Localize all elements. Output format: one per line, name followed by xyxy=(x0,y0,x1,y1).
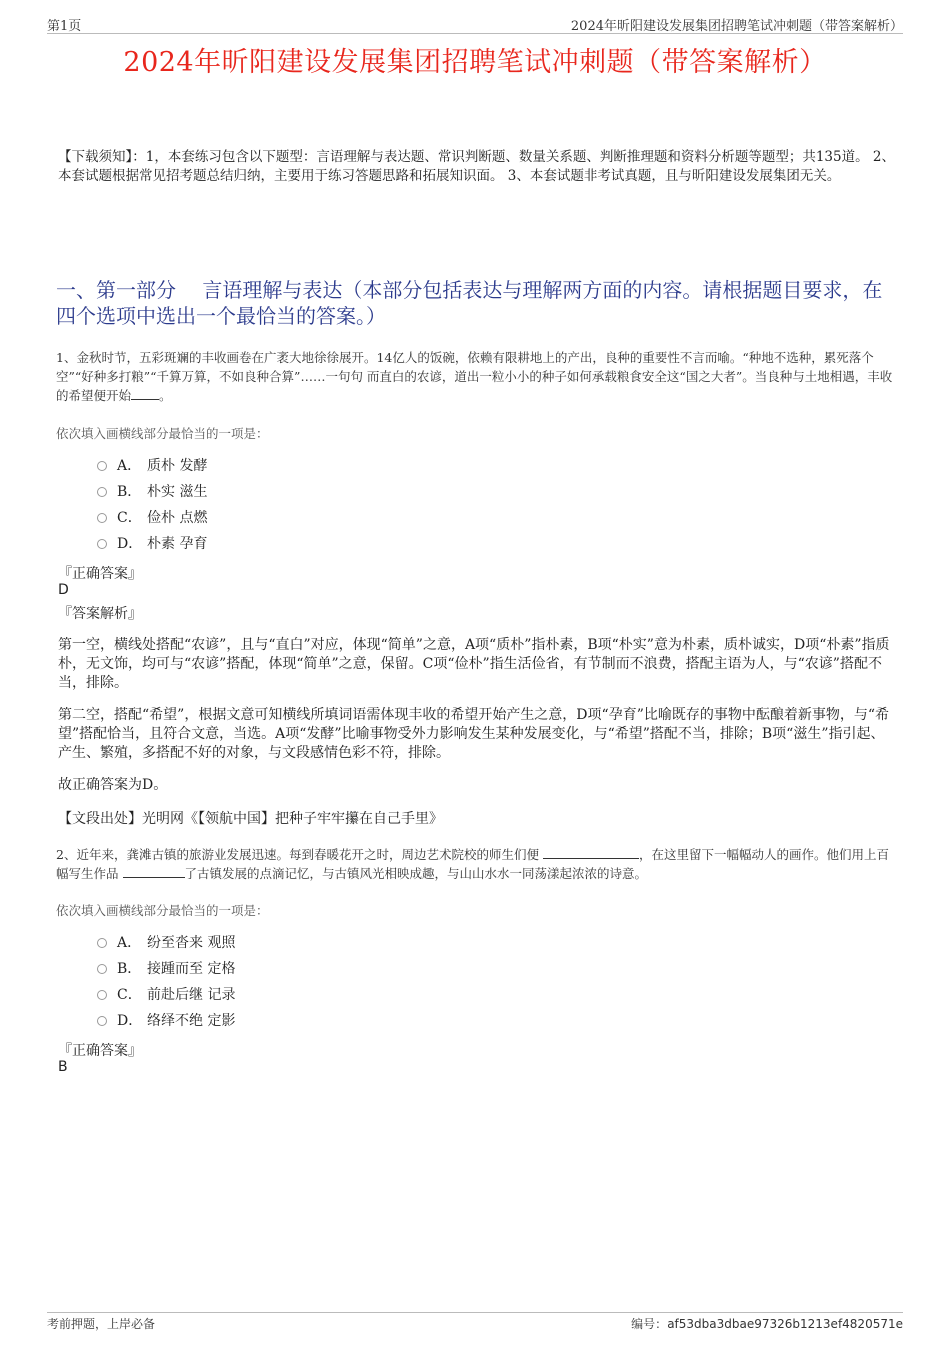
question-2-stem xyxy=(56,845,896,883)
option-letter: A． xyxy=(117,458,142,474)
question-1-text: 1、金秋时节，五彩斑斓的丰收画卷在广袤大地徐徐展开。14亿人的饭碗，依赖有限耕地上的产出，良种的重要性不言而喻。“种地不选种，累死落个空”“好种多打粮”“千算万算，不如良种合算”……一句句 而直白的农谚，道出一粒小小的种子如何承载粮食安全这“国之大者”。当良种与土地相遇，丰收的希望便开始 xyxy=(56,350,893,403)
option-letter: D． xyxy=(117,536,143,552)
footer-document-code xyxy=(631,1315,903,1332)
footer-divider xyxy=(47,1312,903,1313)
question-1-instruction: 依次填入画横线部分最恰当的一项是： xyxy=(56,426,269,441)
page-number: 第1页 xyxy=(47,19,82,34)
question-2-option-c[interactable] xyxy=(97,986,235,1004)
option-text: 俭朴 点燃 xyxy=(147,510,208,526)
option-text: 朴素 孕育 xyxy=(147,536,208,552)
option-text: 朴实 滋生 xyxy=(147,484,208,500)
correct-answer-label: 『正确答案』 xyxy=(58,1043,142,1059)
download-notice: 【下载须知】：1，本套练习包含以下题型：言语理解与表达题、常识判断题、数量关系题、判断推理题和资料分析题等题型；共135道。 2、本套试题根据常见招考题总结归纳，主要用于练习答题思路和拓展知识面。 3、本套试题非考试真题，且与昕阳建设发展集团无关。 xyxy=(58,149,895,184)
answer-blank xyxy=(543,845,639,859)
question-2-text-middle: ，在这里留下一幅幅动人的画作。他们用上百幅写生作品 xyxy=(56,847,889,881)
analysis-conclusion: 故正确答案为D。 xyxy=(58,777,168,793)
radio-icon[interactable] xyxy=(97,938,107,948)
analysis-paragraph-1: 第一空，横线处搭配“农谚”，且与“直白”对应，体现“简单”之意，A项“质朴”指朴素，B项“朴实”意为朴素，质朴诚实，D项“朴素”指质朴，无文饰，均可与“农谚”搭配，体现“简单”之意，保留。C项“俭朴”指生活俭省，有节制而不浪费，搭配主语为人，与“农谚”搭配不当，排除。 xyxy=(58,637,890,691)
question-2-option-a[interactable] xyxy=(97,934,235,952)
option-letter: A． xyxy=(117,935,142,951)
question-1-stem xyxy=(56,348,896,405)
radio-icon[interactable] xyxy=(97,1016,107,1026)
option-letter: B． xyxy=(117,484,142,500)
question-2-instruction: 依次填入画横线部分最恰当的一项是： xyxy=(56,903,269,918)
option-text: 前赴后继 记录 xyxy=(147,987,236,1003)
radio-icon[interactable] xyxy=(97,461,107,471)
radio-icon[interactable] xyxy=(97,513,107,523)
code-value: af53dba3dbae97326b1213ef4820571e xyxy=(667,1317,903,1331)
answer-blank xyxy=(131,386,159,400)
analysis-label: 『答案解析』 xyxy=(58,606,142,622)
correct-answer: B xyxy=(58,1059,68,1075)
code-label: 编号： xyxy=(631,1317,668,1331)
option-letter: B． xyxy=(117,961,142,977)
question-1-option-c[interactable] xyxy=(97,509,207,527)
source-citation: 【文段出处】光明网《【领航中国】把种子牢牢攥在自己手里》 xyxy=(58,811,443,827)
option-text: 质朴 发酵 xyxy=(147,458,208,474)
question-1-text-end: 。 xyxy=(159,388,172,403)
correct-answer: D xyxy=(58,582,69,598)
question-1-option-d[interactable] xyxy=(97,535,207,553)
answer-blank xyxy=(123,864,185,878)
header-divider xyxy=(47,33,903,34)
option-text: 纷至沓来 观照 xyxy=(147,935,236,951)
radio-icon[interactable] xyxy=(97,964,107,974)
radio-icon[interactable] xyxy=(97,487,107,497)
question-1-option-a[interactable] xyxy=(97,457,207,475)
correct-answer-label: 『正确答案』 xyxy=(58,566,142,582)
radio-icon[interactable] xyxy=(97,990,107,1000)
footer-slogan: 考前押题，上岸必备 xyxy=(47,1317,156,1331)
section-heading: 一、第一部分 言语理解与表达（本部分包括表达与理解两方面的内容。请根据题目要求，在四个选项中选出一个最恰当的答案。） xyxy=(56,278,883,328)
question-2-text-end: 了古镇发展的点滴记忆，与古镇风光相映成趣，与山山水水一同荡漾起浓浓的诗意。 xyxy=(184,866,648,881)
question-1-option-b[interactable] xyxy=(97,483,207,501)
radio-icon[interactable] xyxy=(97,539,107,549)
analysis-paragraph-2: 第二空，搭配“希望”，根据文意可知横线所填词语需体现丰收的希望开始产生之意，D项“孕育”比喻既存的事物中酝酿着新事物，与“希望”搭配恰当，且符合文意，当选。A项“发酵”比喻事物受外力影响发生某种发展变化，与“希望”搭配不当，排除；B项“滋生”指引起、产生、繁殖，多搭配不好的对象，与文段感情色彩不符，排除。 xyxy=(58,707,890,761)
option-letter: D． xyxy=(117,1013,143,1029)
question-2-text: 2、近年来，龚滩古镇的旅游业发展迅速。每到春暖花开之时，周边艺术院校的师生们便 xyxy=(56,847,539,862)
option-letter: C． xyxy=(117,510,142,526)
document-title: 2024年昕阳建设发展集团招聘笔试冲刺题（带答案解析） xyxy=(123,47,827,78)
running-header-title: 2024年昕阳建设发展集团招聘笔试冲刺题（带答案解析） xyxy=(570,19,903,34)
option-text: 接踵而至 定格 xyxy=(147,961,236,977)
option-letter: C． xyxy=(117,987,142,1003)
question-2-option-b[interactable] xyxy=(97,960,235,978)
question-2-option-d[interactable] xyxy=(97,1012,235,1030)
option-text: 络绎不绝 定影 xyxy=(147,1013,236,1029)
